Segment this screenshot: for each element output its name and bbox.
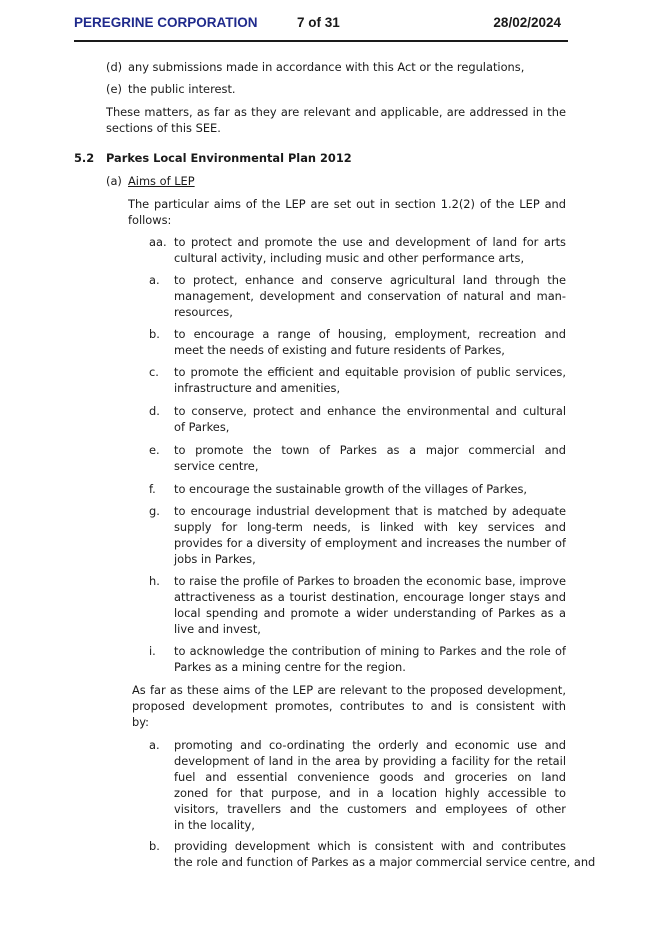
list-item-line: to promote the efficient and equitable provision of public services, [174, 365, 566, 379]
list-item-line: service centre, [174, 459, 259, 473]
item-label: (d) [106, 60, 123, 74]
list-item-line: attractiveness as a tourist destination, encourage longer stays and [174, 590, 566, 604]
list-item-line: to encourage the sustainable growth of the villages of Parkes, [174, 482, 528, 496]
list-item-line: promoting and co-ordinating the orderly and economic use and [174, 738, 566, 752]
list-item-label: aa. [149, 235, 167, 249]
list-item-line: supply for long-term needs, is linked with key services and [174, 520, 566, 534]
document-date: 28/02/2024 [493, 15, 561, 30]
list-item-label: c. [149, 365, 159, 379]
list-item-line: visitors, travellers and the customers and employees of other [174, 802, 566, 816]
list-item-label: b. [149, 839, 160, 853]
list-item-line: Parkes as a mining centre for the region. [174, 660, 406, 674]
list-item-line: resources, [174, 305, 233, 319]
list-item-line: the role and function of Parkes as a major commercial service centre, and [174, 855, 596, 869]
list-item-label: g. [149, 504, 160, 518]
list-item-line: jobs in Parkes, [174, 552, 256, 566]
list-item-line: provides for a diversity of employment and increases the number of [174, 536, 566, 550]
list-item-line: live and invest, [174, 622, 261, 636]
list-item-line: zoned for that purpose, and in a location highly accessible to [174, 786, 566, 800]
list-item-line: of Parkes, [174, 420, 230, 434]
paragraph-line: These matters, as far as they are relevant and applicable, are addressed in the [106, 105, 566, 119]
list-item-line: fuel and essential convenience goods and groceries on land [174, 770, 566, 784]
list-item-line: cultural activity, including music and other performance arts, [174, 251, 525, 265]
list-item-label: f. [149, 482, 156, 496]
list-item-line: management, development and conservation of natural and man- [174, 289, 566, 303]
list-item-line: to protect, enhance and conserve agricultural land through the [174, 273, 566, 287]
list-item-line: development of land in the area by providing a facility for the retail [174, 754, 566, 768]
list-item-line: providing development which is consistent with and contributes [174, 839, 566, 853]
list-item-line: local spending and promote a wider understanding of Parkes as a [174, 606, 566, 620]
paragraph-line: proposed development promotes, contributes to and is consistent with [132, 699, 566, 713]
list-item-line: meet the needs of existing and future residents of Parkes, [174, 343, 505, 357]
list-item-line: to conserve, protect and enhance the environmental and cultural [174, 404, 566, 418]
list-item-line: in the locality, [174, 818, 255, 832]
paragraph-line: The particular aims of the LEP are set out in section 1.2(2) of the LEP and [128, 197, 566, 211]
company-name: PEREGRINE CORPORATION [74, 15, 258, 30]
paragraph-line: by: [132, 715, 149, 729]
list-item-line: to encourage industrial development that is matched by adequate [174, 504, 566, 518]
item-text: any submissions made in accordance with this Act or the regulations, [128, 60, 525, 74]
section-number: 5.2 [74, 151, 95, 165]
list-item-line: to encourage a range of housing, employment, recreation and [174, 327, 566, 341]
subsection-label: (a) [106, 174, 122, 188]
list-item-label: e. [149, 443, 160, 457]
list-item-line: infrastructure and amenities, [174, 381, 341, 395]
list-item-line: to acknowledge the contribution of mining to Parkes and the role of [174, 644, 566, 658]
list-item-line: to promote the town of Parkes as a major commercial and [174, 443, 566, 457]
item-text: the public interest. [128, 82, 236, 96]
list-item-label: a. [149, 738, 160, 752]
page-number: 7 of 31 [297, 15, 340, 30]
subsection-title: Aims of LEP [128, 174, 195, 188]
list-item-label: d. [149, 404, 160, 418]
item-label: (e) [106, 82, 122, 96]
list-item-line: to raise the profile of Parkes to broaden the economic base, improve [174, 574, 566, 588]
page-header [74, 12, 568, 42]
section-title: Parkes Local Environmental Plan 2012 [106, 151, 352, 165]
paragraph-line: sections of this SEE. [106, 121, 221, 135]
list-item-label: i. [149, 644, 156, 658]
list-item-label: a. [149, 273, 160, 287]
paragraph-line: follows: [128, 213, 172, 227]
list-item-label: h. [149, 574, 160, 588]
paragraph-line: As far as these aims of the LEP are relevant to the proposed development, [132, 683, 566, 697]
list-item-label: b. [149, 327, 160, 341]
list-item-line: to protect and promote the use and development of land for arts [174, 235, 566, 249]
